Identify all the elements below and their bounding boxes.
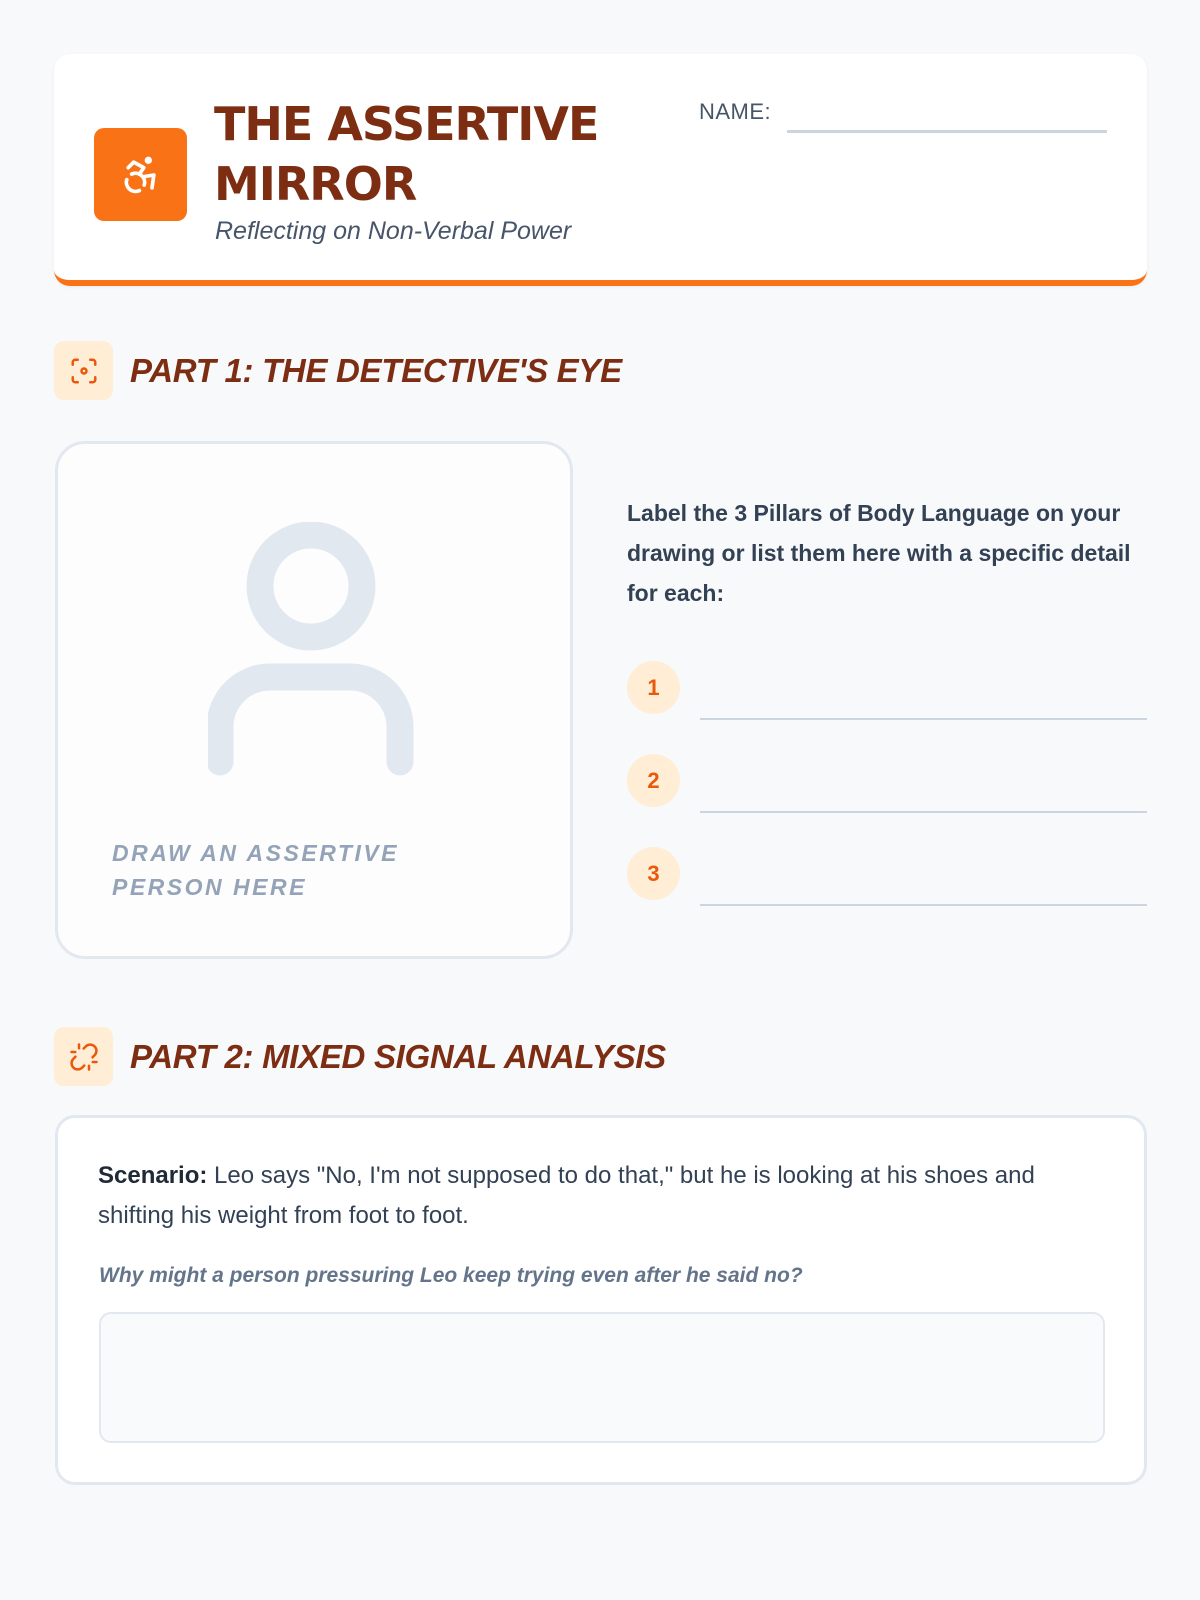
part2-title: PART 2: MIXED SIGNAL ANALYSIS bbox=[130, 1037, 666, 1075]
pillar-number: 1 bbox=[627, 661, 680, 714]
drawing-caption: DRAW AN ASSERTIVE PERSON HERE bbox=[112, 840, 400, 900]
header-card bbox=[54, 54, 1147, 286]
person-placeholder-icon bbox=[208, 522, 420, 787]
pillar-row-2 bbox=[627, 754, 1147, 814]
accessibility-icon bbox=[119, 153, 163, 197]
scenario-label: Scenario: bbox=[98, 1162, 208, 1189]
worksheet-title: THE ASSERTIVE MIRROR bbox=[214, 97, 599, 211]
answer-textarea[interactable] bbox=[99, 1312, 1105, 1443]
pillar-answer-line[interactable] bbox=[700, 718, 1147, 720]
pillars-instructions: Label the 3 Pillars of Body Language on your drawing or list them here with a specific detail for each: bbox=[627, 500, 1131, 606]
scan-eye-icon bbox=[69, 356, 99, 386]
part2-heading bbox=[54, 1027, 666, 1086]
part1-title: PART 1: THE DETECTIVE'S EYE bbox=[130, 351, 622, 389]
worksheet-subtitle: Reflecting on Non-Verbal Power bbox=[215, 217, 572, 245]
scenario-card bbox=[55, 1115, 1147, 1485]
part1-icon-box bbox=[54, 341, 113, 400]
name-label: NAME: bbox=[699, 99, 772, 124]
pillar-answer-line[interactable] bbox=[700, 811, 1147, 813]
pillar-number: 2 bbox=[627, 754, 680, 807]
pillar-number: 3 bbox=[627, 847, 680, 900]
pillar-row-3 bbox=[627, 847, 1147, 907]
pillar-row-1 bbox=[627, 661, 1147, 721]
scenario-body: Leo says "No, I'm not supposed to do that," but he is looking at his shoes and shifting his weight from foot to foot. bbox=[98, 1162, 1035, 1229]
name-field[interactable] bbox=[787, 130, 1107, 133]
broken-link-icon bbox=[69, 1042, 99, 1072]
question-prompt: Why might a person pressuring Leo keep trying even after he said no? bbox=[99, 1264, 803, 1287]
part1-heading bbox=[54, 341, 622, 400]
pillar-answer-line[interactable] bbox=[700, 904, 1147, 906]
part2-icon-box bbox=[54, 1027, 113, 1086]
drawing-area[interactable] bbox=[55, 441, 573, 959]
logo bbox=[94, 128, 187, 221]
scenario-text bbox=[98, 1156, 1108, 1236]
